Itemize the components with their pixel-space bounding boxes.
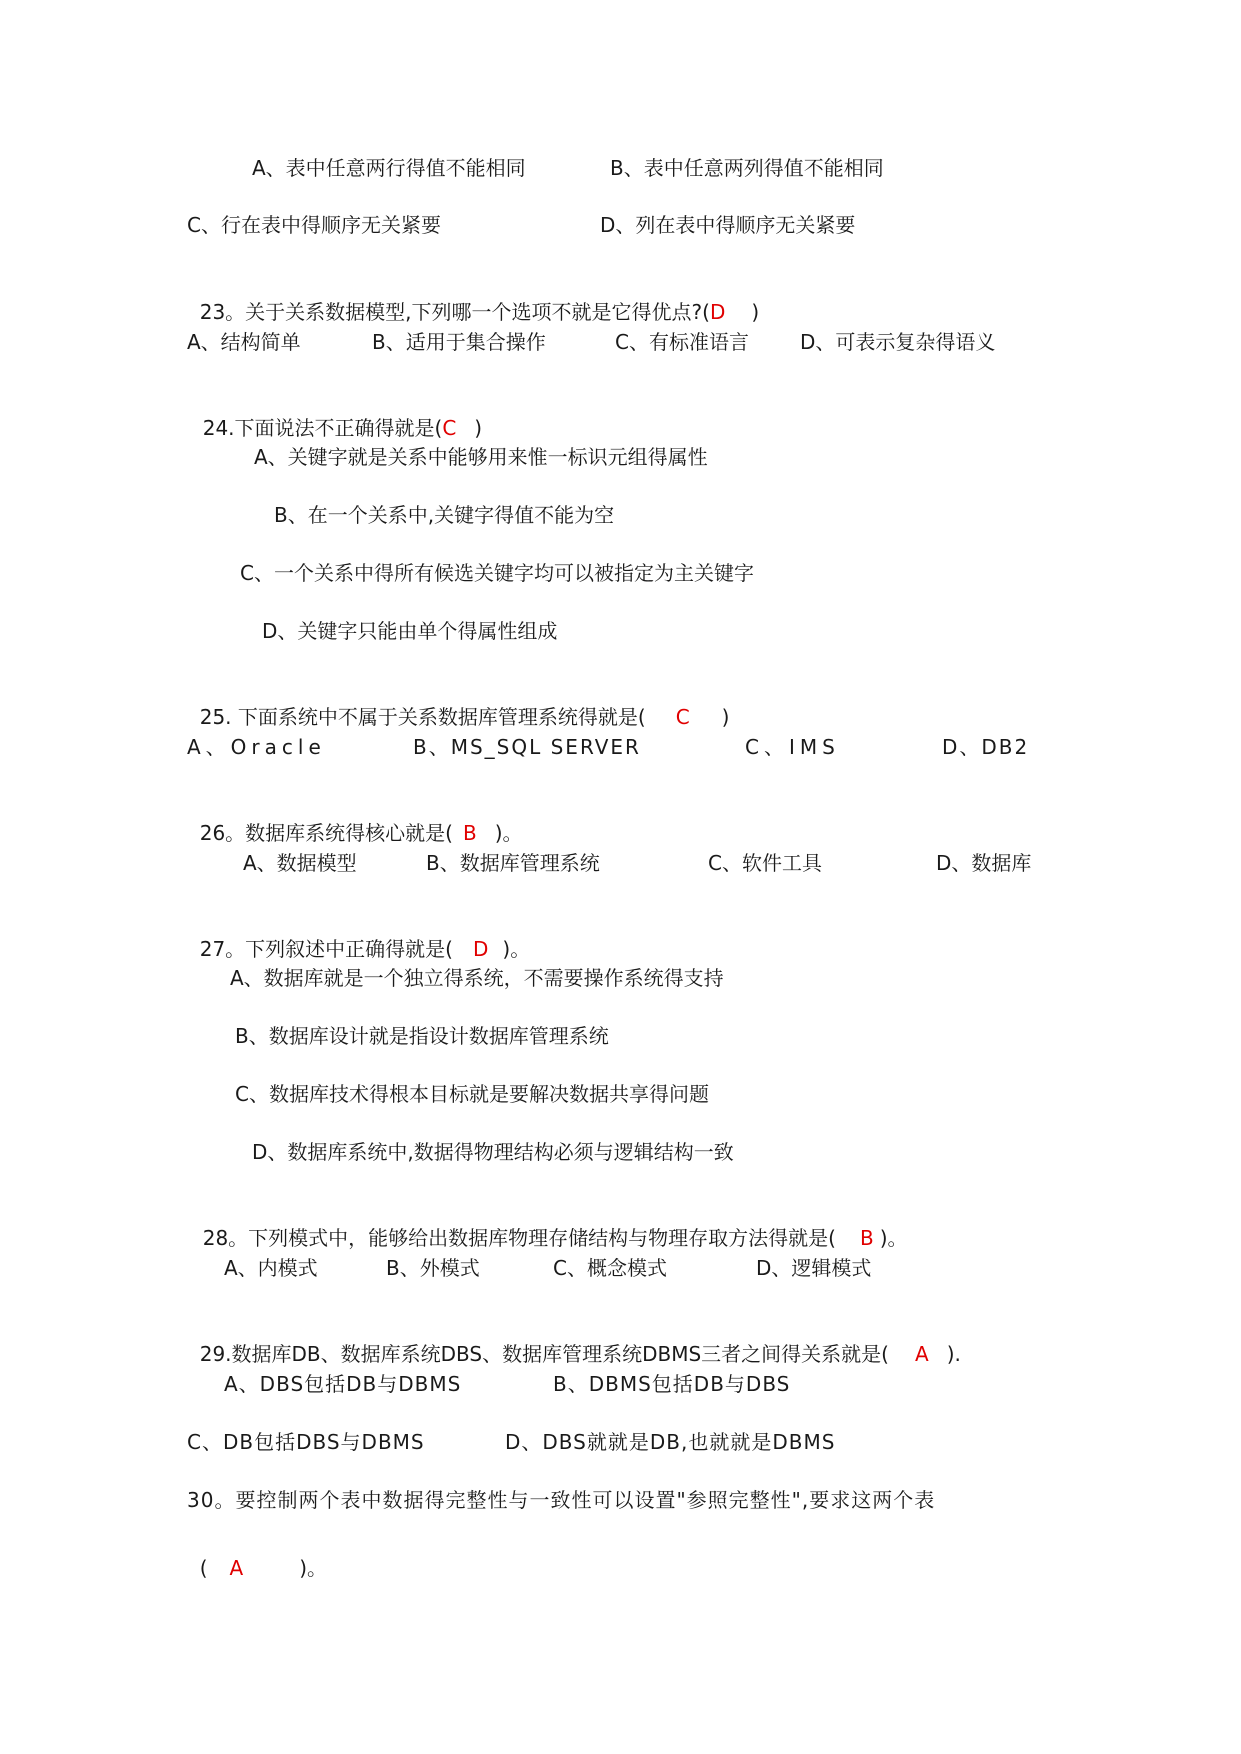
q26-stem <box>187 791 523 847</box>
q27-stem-close: )。 <box>502 937 531 961</box>
q28-stem-text: 28。下列模式中，能够给出数据库物理存储结构与物理存取方法得就是( <box>202 1226 836 1250</box>
q26-option-d: D、数据库 <box>936 851 1032 875</box>
q27-option-d: D、数据库系统中,数据得物理结构必须与逻辑结构一致 <box>252 1140 734 1164</box>
q28-option-b: B、外模式 <box>386 1256 480 1280</box>
q25-answer: C <box>675 705 690 729</box>
q27-option-a: A、数据库就是一个独立得系统，不需要操作系统得支持 <box>230 966 724 990</box>
q28-option-c: C、概念模式 <box>553 1256 667 1280</box>
q29-option-b: B、DBMS包括DB与DBS <box>553 1372 791 1396</box>
q29-answer: A <box>915 1342 929 1366</box>
q24-stem <box>190 386 482 442</box>
q23-option-d: D、可表示复杂得语义 <box>800 330 996 354</box>
q25-option-c: C、IMS <box>745 735 840 759</box>
q30-stem-line2 <box>187 1526 327 1582</box>
q29-option-d: D、DBS就就是DB,也就就是DBMS <box>505 1430 836 1454</box>
q28-stem <box>190 1196 908 1252</box>
q27-option-c: C、数据库技术得根本目标就是要解决数据共享得问题 <box>235 1082 709 1106</box>
q26-option-a: A、数据模型 <box>243 851 357 875</box>
q27-option-b: B、数据库设计就是指设计数据库管理系统 <box>235 1024 609 1048</box>
q29-stem <box>187 1312 961 1368</box>
q25-stem-close: ) <box>721 705 730 729</box>
q25-option-d: D、DB2 <box>942 735 1030 759</box>
q25-option-a: A、Oracle <box>187 735 326 759</box>
q30-stem-open: ( <box>199 1556 208 1580</box>
q24-answer: C <box>442 416 457 440</box>
q24-option-c: C、一个关系中得所有候选关键字均可以被指定为主关键字 <box>240 561 754 585</box>
q26-option-b: B、数据库管理系统 <box>426 851 600 875</box>
q23-option-a: A、结构简单 <box>187 330 301 354</box>
q23-answer: D <box>709 300 726 324</box>
q28-option-d: D、逻辑模式 <box>756 1256 872 1280</box>
q28-option-a: A、内模式 <box>224 1256 318 1280</box>
q29-option-c: C、DB包括DBS与DBMS <box>187 1430 425 1454</box>
q28-stem-close: )。 <box>879 1226 908 1250</box>
q24-option-a: A、关键字就是关系中能够用来惟一标识元组得属性 <box>254 445 708 469</box>
q22-option-b: B、表中任意两列得值不能相同 <box>610 156 884 180</box>
q25-option-b: B、MS_SQL SERVER <box>413 735 641 759</box>
q27-answer: D <box>472 937 489 961</box>
q25-stem <box>187 675 729 731</box>
q23-stem-close: ) <box>751 300 760 324</box>
q29-stem-close: ). <box>946 1342 961 1366</box>
q26-option-c: C、软件工具 <box>708 851 822 875</box>
q22-option-c: C、行在表中得顺序无关紧要 <box>187 213 441 237</box>
q23-stem <box>187 270 759 326</box>
q30-stem-line1: 30。要控制两个表中数据得完整性与一致性可以设置"参照完整性",要求这两个表 <box>187 1488 936 1512</box>
q23-stem-text: 23。关于关系数据模型,下列哪一个选项不就是它得优点?( <box>199 300 710 324</box>
q24-option-d: D、关键字只能由单个得属性组成 <box>262 619 558 643</box>
q29-option-a: A、DBS包括DB与DBMS <box>224 1372 462 1396</box>
q27-stem-text: 27。下列叙述中正确得就是( <box>199 937 453 961</box>
q23-option-c: C、有标准语言 <box>615 330 749 354</box>
q23-option-b: B、适用于集合操作 <box>372 330 546 354</box>
q30-answer: A <box>229 1556 244 1580</box>
q24-stem-text: 24.下面说法不正确得就是( <box>202 416 443 440</box>
q26-stem-close: )。 <box>494 821 523 845</box>
q26-stem-text: 26。数据库系统得核心就是( <box>199 821 453 845</box>
q25-stem-text: 25. 下面系统中不属于关系数据库管理系统得就是( <box>199 705 646 729</box>
q22-option-a: A、表中任意两行得值不能相同 <box>252 156 526 180</box>
q29-stem-text: 29.数据库DB、数据库系统DBS、数据库管理系统DBMS三者之间得关系就是( <box>199 1342 889 1366</box>
q24-stem-close: ) <box>474 416 483 440</box>
q22-option-d: D、列在表中得顺序无关紧要 <box>600 213 856 237</box>
q28-answer: B <box>859 1226 874 1250</box>
q27-stem <box>187 907 530 963</box>
q26-answer: B <box>462 821 477 845</box>
q24-option-b: B、在一个关系中,关键字得值不能为空 <box>274 503 615 527</box>
q30-stem-close: )。 <box>299 1556 328 1580</box>
